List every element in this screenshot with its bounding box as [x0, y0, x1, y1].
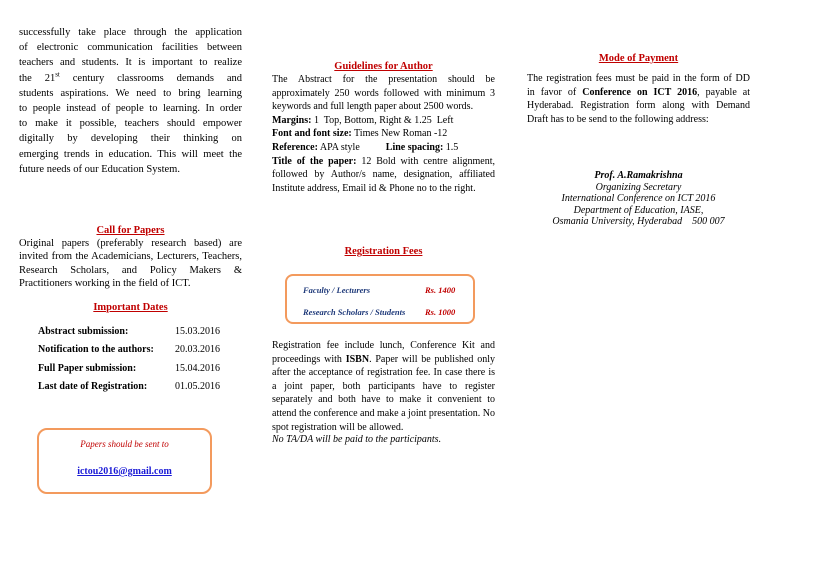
- payment-payee: Conference on ICT 2016: [582, 86, 698, 98]
- intro-line4-sup: st: [55, 70, 60, 79]
- date-value: 20.03.2016: [175, 344, 220, 356]
- intro-paragraph: [19, 25, 242, 177]
- intro-line: to make it possible, teachers should empower: [19, 118, 242, 130]
- date-label: Full Paper submission:: [38, 362, 137, 374]
- fee-amount: Rs. 1400: [425, 285, 456, 295]
- table-row: [38, 359, 220, 378]
- signature-block: [527, 170, 750, 228]
- fee-category: Research Scholars / Students: [303, 307, 406, 317]
- intro-line-century: [19, 71, 242, 86]
- registration-note: No TA/DA will be paid to the participants.: [272, 434, 442, 445]
- fee-amount: Rs. 1000: [425, 307, 456, 317]
- guidelines-line: followed by Author/s name, designation, affiliated: [272, 169, 495, 181]
- table-row: [38, 378, 220, 397]
- call-for-papers-text: Original papers (preferably research based) are invited from the Academicians, Lecturers, Teachers, Research Scholars, and Policy Makers & Practitioners working in the field of ICT.: [19, 238, 242, 289]
- payment-line2-pre: in favor of: [527, 86, 583, 98]
- payment-line: The registration fees must be paid in the form of DD: [527, 73, 750, 84]
- date-value: 15.04.2016: [175, 362, 220, 374]
- registration-text: [272, 339, 495, 434]
- intro-line4-pre: the 21: [19, 72, 56, 84]
- payment-body: [527, 72, 750, 126]
- signature-org: International Conference on ICT 2016: [561, 193, 716, 205]
- date-label: Notification to the authors:: [38, 344, 154, 356]
- submission-email-link[interactable]: ictou2016@gmail.com: [77, 466, 172, 477]
- date-label: Last date of Registration:: [38, 381, 148, 393]
- date-value: 15.03.2016: [175, 325, 220, 337]
- guidelines-line: keywords and full length paper about 2500 words.: [272, 101, 474, 113]
- registration-text-isbn: ISBN: [345, 353, 370, 365]
- payment-line2-post: , payable at: [697, 86, 750, 98]
- registration-text-pre: Registration fee include lunch, Conference Kit and proceedings with: [272, 340, 495, 365]
- margins-label: Margins:: [272, 114, 312, 126]
- intro-line: to people instead of people to learning. In order: [19, 103, 242, 115]
- intro-line: of electronic communication facilities between: [19, 42, 242, 54]
- font-label: Font and font size:: [272, 128, 352, 140]
- table-row: [38, 322, 220, 341]
- signature-name: Prof. A.Ramakrishna: [594, 170, 683, 181]
- payment-line: Hyderabad. Registration form along with Demand: [527, 100, 750, 112]
- registration-text-post: . Paper will be published only after the acceptance of registration fee. In case there is a joint paper, both participants have to register separately and both have to make it convenient to attend the conference and make a joint presentation. No spot registration will be allowed.: [272, 353, 495, 433]
- reference-label: Reference:: [272, 141, 318, 153]
- guidelines-line: The Abstract for the presentation should be: [272, 74, 495, 85]
- guidelines-heading: Guidelines for Author: [334, 61, 433, 72]
- papers-submission-box: [37, 428, 212, 494]
- payment-line-dd: [527, 86, 750, 100]
- guidelines-line: Institute address, Email id & Phone no to the right.: [272, 182, 476, 194]
- payment-line: Draft has to be send to the following address:: [527, 113, 709, 125]
- reference-value: APA style: [317, 141, 360, 153]
- title-label: Title of the paper:: [272, 155, 357, 167]
- spacing-value: 1.5: [443, 141, 459, 153]
- guidelines-margins: [272, 114, 495, 128]
- important-dates-heading: Important Dates: [93, 302, 168, 313]
- intro-line: teachers and students. It is important to realize: [19, 57, 242, 69]
- guidelines-body: [272, 73, 495, 195]
- call-for-papers-heading: Call for Papers: [96, 225, 165, 236]
- signature-role: Organizing Secretary: [595, 181, 682, 193]
- date-value: 01.05.2016: [175, 381, 220, 393]
- guidelines-line: approximately 250 words followed with minimum 3: [272, 87, 495, 99]
- intro-line: successfully take place through the application: [19, 27, 242, 38]
- signature-address: Osmania University, Hyderabad 500 007: [552, 216, 725, 228]
- font-value: Times New Roman -12: [351, 128, 448, 140]
- guidelines-reference: [272, 141, 495, 155]
- intro-line4-post: century classrooms demands and: [72, 72, 242, 84]
- table-row: [38, 341, 220, 360]
- spacing-label: Line spacing:: [385, 141, 444, 153]
- guidelines-title: [272, 155, 495, 169]
- intro-line: digitally by developing their thinking on: [19, 133, 242, 145]
- intro-line: students aspirations. We need to bring learning: [19, 87, 242, 99]
- registration-fees-heading: Registration Fees: [344, 246, 423, 257]
- registration-fees-box: [285, 274, 475, 324]
- papers-box-title: Papers should be sent to: [80, 439, 169, 449]
- date-label: Abstract submission:: [38, 325, 129, 337]
- payment-heading: Mode of Payment: [598, 53, 679, 64]
- intro-line: future needs of our Education System.: [19, 163, 180, 175]
- margins-value: 1 Top, Bottom, Right & 1.25 Left: [311, 114, 454, 126]
- fee-category: Faculty / Lecturers: [303, 285, 371, 295]
- important-dates-table: [38, 322, 220, 396]
- intro-line: emerging trends in education. This will meet the: [19, 148, 242, 160]
- signature-dept: Department of Education, IASE,: [573, 204, 704, 216]
- title-value: 12 Bold with centre alignment,: [356, 155, 495, 167]
- guidelines-font: [272, 127, 495, 141]
